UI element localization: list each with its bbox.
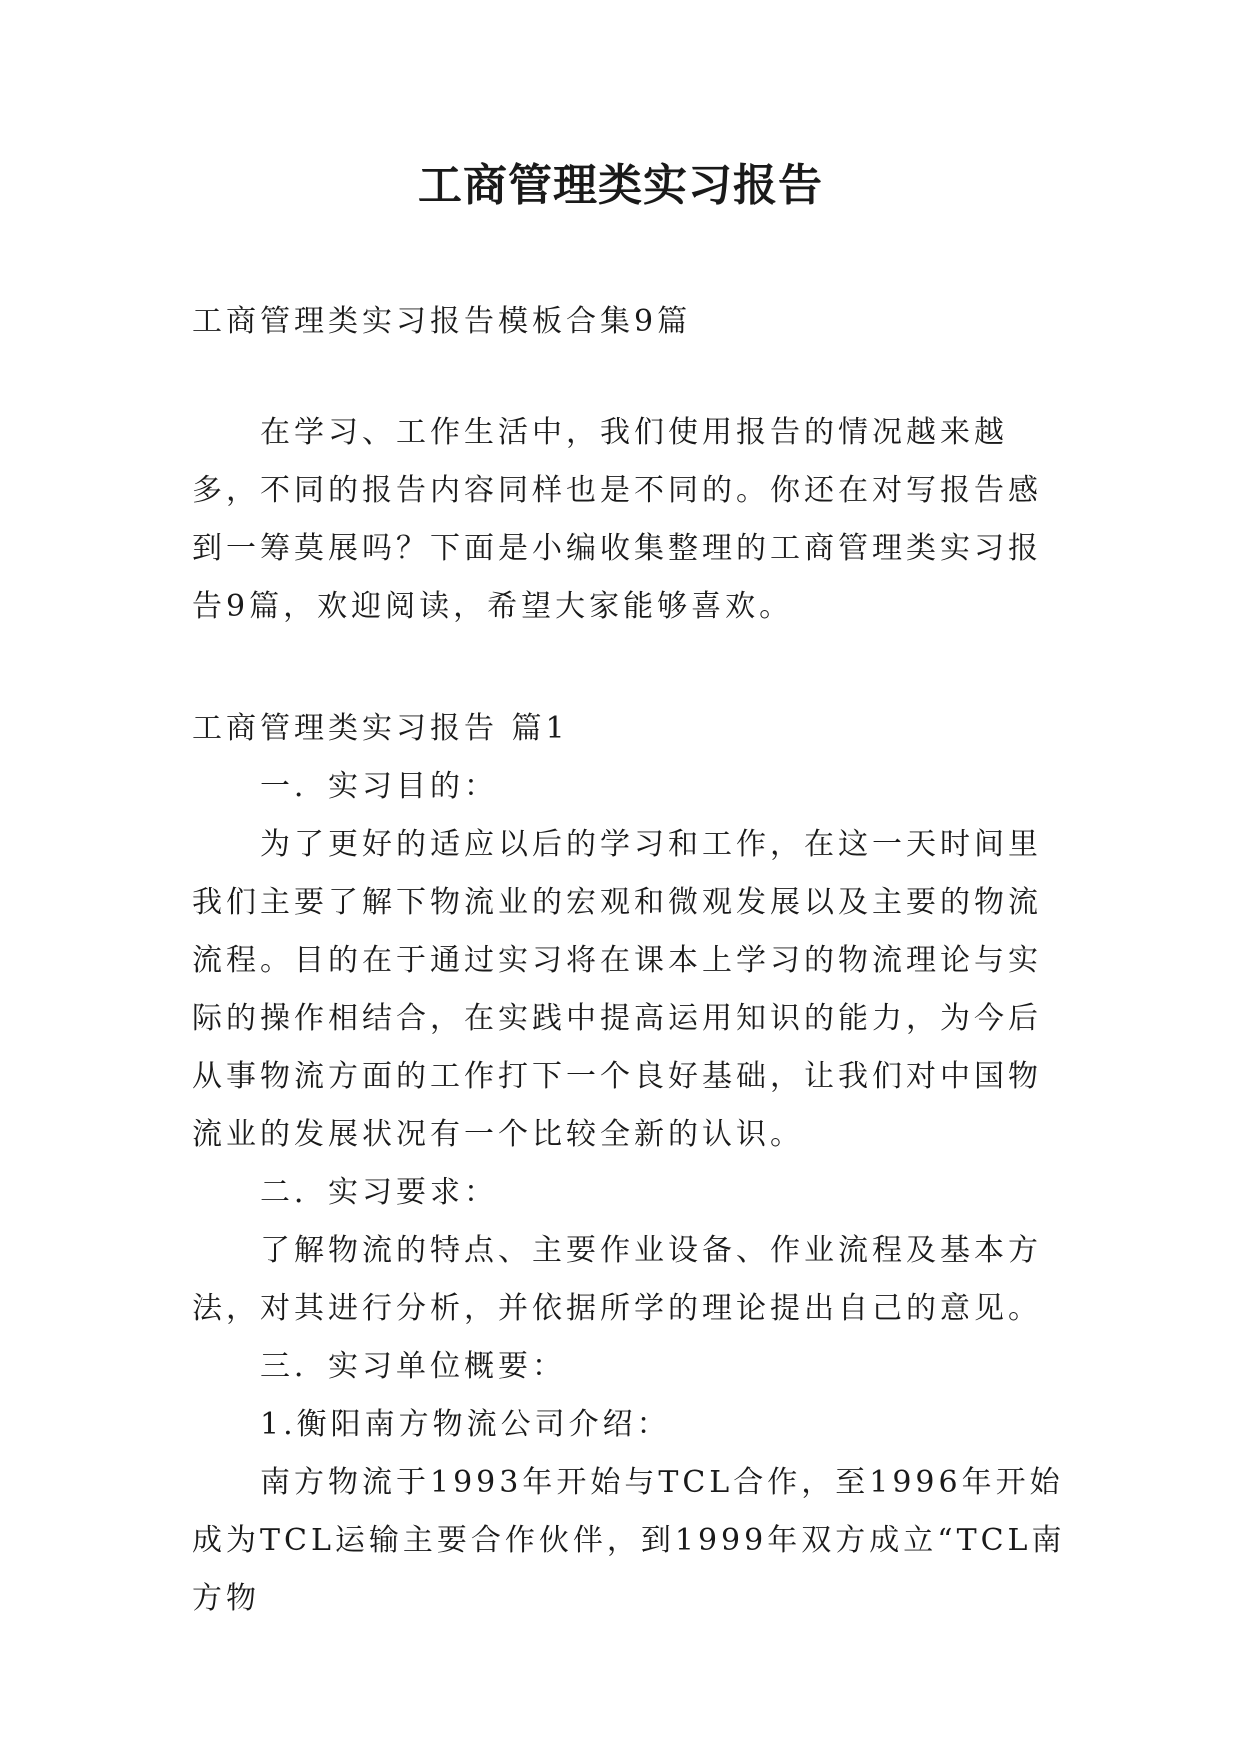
document-title: 工商管理类实习报告 <box>418 160 823 211</box>
intro-paragraph: 在学习、工作生活中，我们使用报告的情况越来越多，不同的报告内容同样也是不同的。你还在对写报告感到一筹莫展吗？下面是小编收集整理的工商管理类实习报告9篇，欢迎阅读，希望大家能够喜欢。 <box>192 415 1042 624</box>
purpose-heading: 一．实习目的： <box>260 769 498 804</box>
section-heading: 工商管理类实习报告 篇1 <box>192 711 569 746</box>
purpose-paragraph: 为了更好的适应以后的学习和工作，在这一天时间里我们主要了解下物流业的宏观和微观发展以及主要的物流流程。目的在于通过实习将在课本上学习的物流理论与实际的操作相结合，在实践中提高运用知识的能力，为今后从事物流方面的工作打下一个良好基础，让我们对中国物流业的发展状况有一个比较全新的认识。 <box>192 827 1042 1152</box>
overview-heading: 三．实习单位概要： <box>260 1349 566 1384</box>
requirements-paragraph: 了解物流的特点、主要作业设备、作业流程及基本方法，对其进行分析，并依据所学的理论提出自己的意见。 <box>192 1233 1042 1326</box>
document-subtitle: 工商管理类实习报告模板合集9篇 <box>192 304 692 339</box>
section-1 <box>192 700 1072 1628</box>
requirements-heading: 二．实习要求： <box>260 1175 498 1210</box>
company-heading: 1.衡阳南方物流公司介绍： <box>260 1407 671 1442</box>
company-paragraph: 南方物流于1993年开始与TCL合作，至1996年开始成为TCL运输主要合作伙伴，到1999年双方成立“TCL南方物 <box>192 1465 1066 1616</box>
